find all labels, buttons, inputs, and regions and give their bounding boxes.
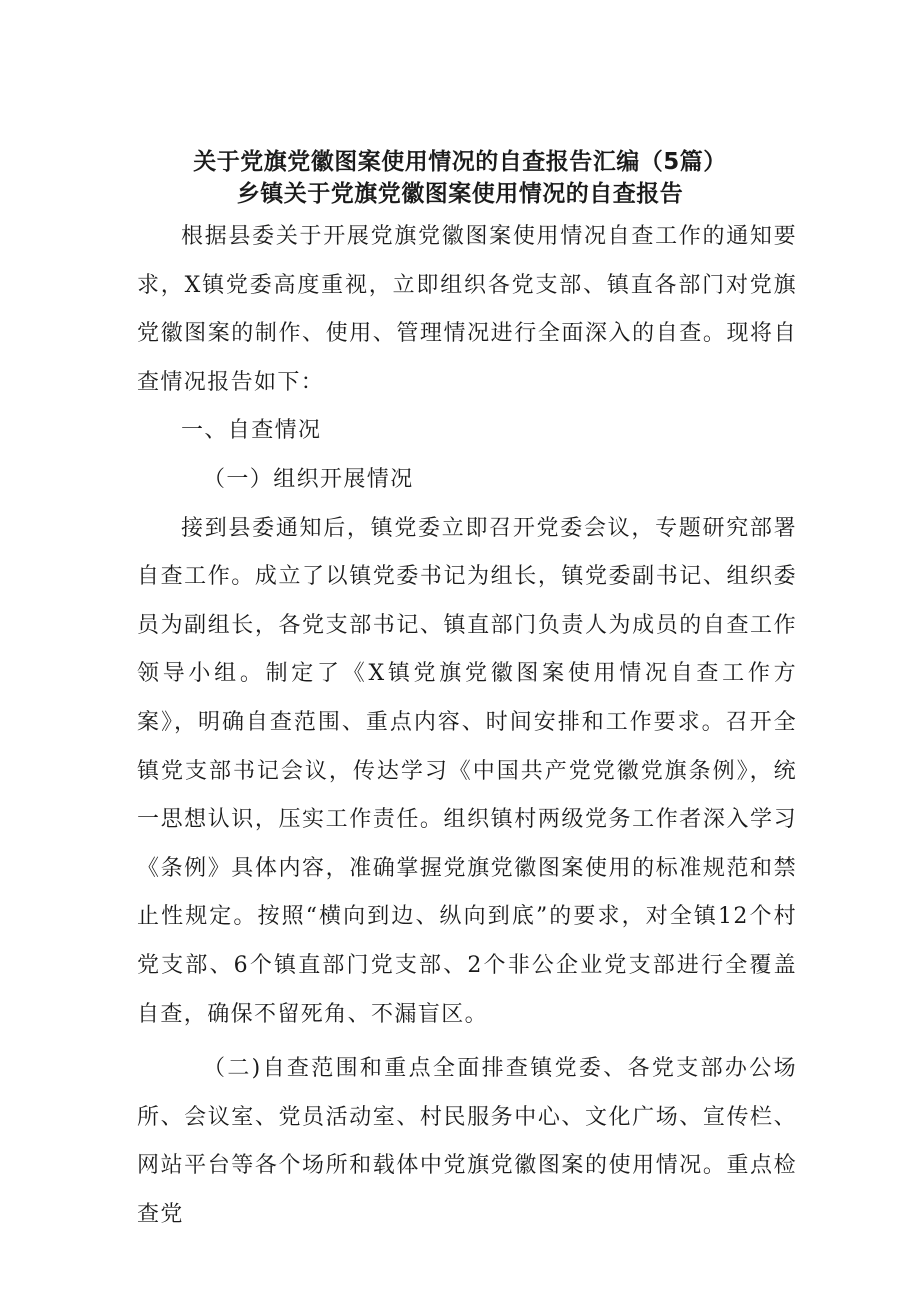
document-body <box>137 213 797 1239</box>
intro-paragraph: 根据县委关于开展党旗党徽图案使用情况自查工作的通知要求，X镇党委高度重视，立即组织各党支部、镇直各部门对党旗党徽图案的制作、使用、管理情况进行全面深入的自查。现将自查情况报告如下： <box>137 224 797 395</box>
document-subtitle: 乡镇关于党旗党徽图案使用情况的自查报告 <box>236 181 684 207</box>
subsection-heading: （一）组织开展情况 <box>203 466 414 492</box>
body-paragraph: 接到县委通知后，镇党委立即召开党委会议，专题研究部署自查工作。成立了以镇党委书记为组长，镇党委副书记、组织委员为副组长，各党支部书记、镇直部门负责人为成员的自查工作领导小组。制定了《X镇党旗党徽图案使用情况自查工作方案》，明确自查范围、重点内容、时间安排和工作要求。召开全镇党支部书记会议，传达学习《中国共产党党徽党旗条例》，统一思想认识，压实工作责任。组织镇村两级党务工作者深入学习《条例》具体内容，准确掌握党旗党徽图案使用的标准规范和禁止性规定。按照“横向到边、纵向到底”的要求，对全镇12个村党支部、6个镇直部门党支部、2个非公企业党支部进行全覆盖自查，确保不留死角、不漏盲区。 <box>137 515 797 1027</box>
body-paragraph: （二)自查范围和重点全面排查镇党委、各党支部办公场所、会议室、党员活动室、村民服务中心、文化广场、宣传栏、网站平台等各个场所和载体中党旗党徽图案的使用情况。重点检查党 <box>137 1056 797 1227</box>
section-heading: 一、自查情况 <box>181 418 322 444</box>
document-title: 关于党旗党徽图案使用情况的自查报告汇编（5篇） <box>193 149 727 175</box>
